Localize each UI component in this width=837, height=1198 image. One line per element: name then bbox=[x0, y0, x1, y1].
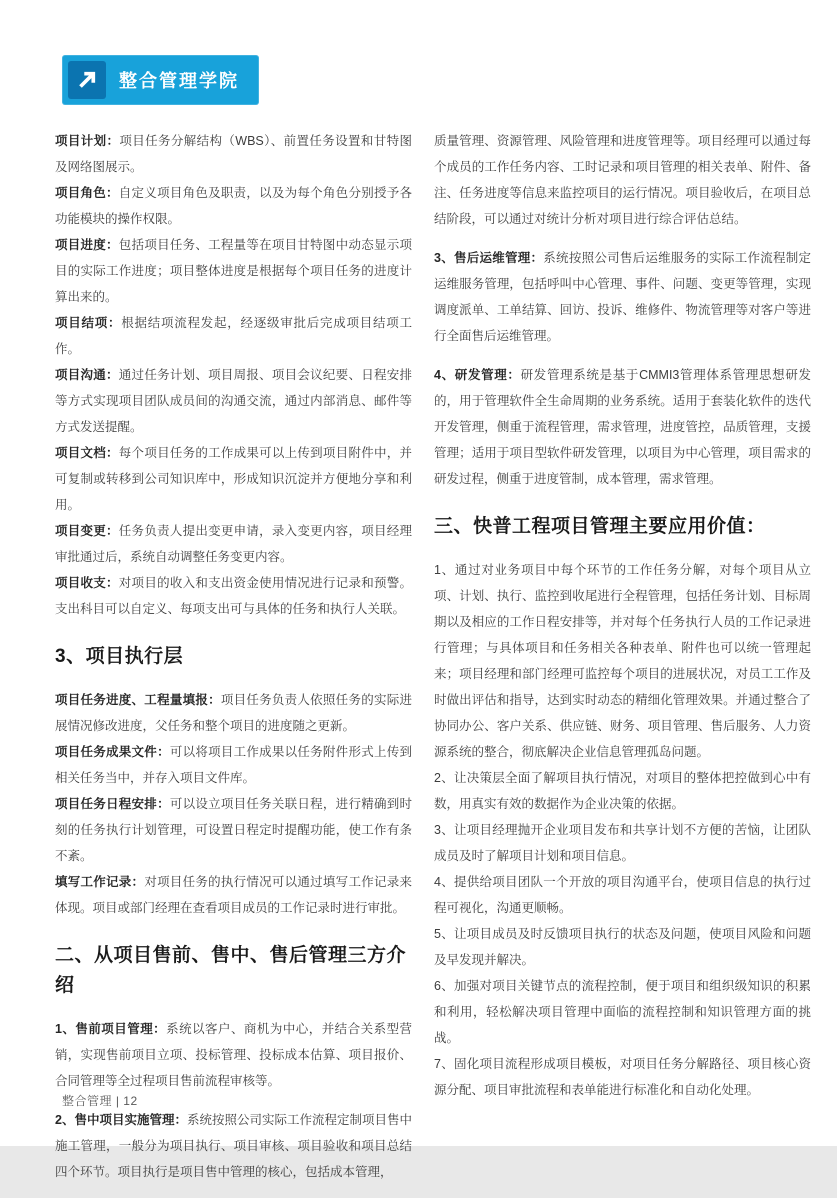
execution-item bbox=[55, 687, 412, 739]
execution-label: 项目任务日程安排： bbox=[55, 797, 170, 811]
value-item: 4、提供给项目团队一个开放的项目沟通平台，使项目信息的执行过程可视化，沟通更顺畅。 bbox=[434, 875, 811, 915]
definition-label: 项目文档： bbox=[55, 446, 119, 460]
definition-text: 通过任务计划、项目周报、项目会议纪要、日程安排等方式实现项目团队成员间的沟通交流，通过内部消息、邮件等方式发送提醒。 bbox=[55, 368, 412, 434]
section-heading-sales: 二、从项目售前、售中、售后管理三方介绍 bbox=[55, 945, 407, 996]
sales-label: 1、售前项目管理： bbox=[55, 1022, 167, 1036]
definition-item bbox=[55, 128, 412, 180]
brand-title: 整合管理学院 bbox=[119, 71, 239, 91]
footer-page-label: 整合管理 | 12 bbox=[62, 1094, 138, 1108]
value-item: 6、加强对项目关键节点的流程控制，便于项目和组织级知识的积累和利用，轻松解决项目管理中面临的流程控制和知识管理方面的挑战。 bbox=[434, 979, 811, 1045]
definition-item bbox=[55, 232, 412, 310]
definition-item bbox=[55, 570, 412, 622]
definition-label: 项目计划： bbox=[55, 134, 120, 148]
definition-text: 对项目的收入和支出资金使用情况进行记录和预警。支出科目可以自定义、每项支出可与具体的任务和执行人关联。 bbox=[55, 576, 412, 616]
definition-text: 项目任务分解结构（WBS）、前置任务设置和甘特图及网络图展示。 bbox=[55, 134, 412, 174]
execution-item bbox=[55, 739, 412, 791]
right-column bbox=[434, 128, 811, 1103]
sales-label: 2、售中项目实施管理： bbox=[55, 1113, 187, 1127]
sales-item bbox=[434, 245, 811, 349]
brand-banner bbox=[62, 55, 259, 105]
definition-item bbox=[55, 518, 412, 570]
section-heading-value: 三、快普工程项目管理主要应用价值： bbox=[434, 516, 766, 537]
continuation-paragraph: 质量管理、资源管理、风险管理和进度管理等。项目经理可以通过每个成员的工作任务内容、工时记录和项目管理的相关表单、附件、备注、任务进度等信息来监控项目的运行情况。项目验收后，在项目总结阶段，可以通过对统计分析对项目进行综合评估总结。 bbox=[434, 134, 811, 226]
definition-label: 项目进度： bbox=[55, 238, 119, 252]
definition-text: 每个项目任务的工作成果可以上传到项目附件中，并可复制或转移到公司知识库中，形成知识沉淀并方便地分享和利用。 bbox=[55, 446, 412, 512]
definition-text: 自定义项目角色及职责，以及为每个角色分别授予各功能模块的操作权限。 bbox=[55, 186, 412, 226]
sales-item bbox=[434, 362, 811, 492]
definition-text: 任务负责人提出变更申请，录入变更内容，项目经理审批通过后，系统自动调整任务变更内容。 bbox=[55, 524, 412, 564]
sales-text: 系统按照公司实际工作流程定制项目售中施工管理，一般分为项目执行、项目审核、项目验收和项目总结四个环节。项目执行是项目售中管理的核心，包括成本管理， bbox=[55, 1113, 412, 1179]
definition-item bbox=[55, 440, 412, 518]
value-item: 1、通过对业务项目中每个环节的工作任务分解，对每个项目从立项、计划、执行、监控到收尾进行全程管理，包括任务计划、目标周期以及相应的工作日程安排等，并对每个任务执行人员的工作记录进行管理；与具体项目和任务相关各种表单、附件也可以统一管理起来；项目经理和部门经理可监控每个项目的进展状况，对员工工作及时做出评估和指导，达到实时动态的精细化管理效果。并通过整合了协同办公、客户关系、供应链、财务、项目管理、售后服务、人力资源系统的整合，彻底解决企业信息管理孤岛问题。 bbox=[434, 563, 811, 759]
execution-label: 项目任务进度、工程量填报： bbox=[55, 693, 221, 707]
definition-label: 项目变更： bbox=[55, 524, 119, 538]
execution-text: 可以将项目工作成果以任务附件形式上传到相关任务当中，并存入项目文件库。 bbox=[55, 745, 412, 785]
execution-text: 可以设立项目任务关联日程，进行精确到时刻的任务执行计划管理，可设置日程定时提醒功能，使工作有条不紊。 bbox=[55, 797, 412, 863]
sales-item bbox=[55, 1107, 412, 1185]
definition-label: 项目角色： bbox=[55, 186, 119, 200]
definition-item bbox=[55, 310, 412, 362]
execution-item bbox=[55, 869, 412, 921]
value-item: 3、让项目经理抛开企业项目发布和共享计划不方便的苦恼，让团队成员及时了解项目计划和项目信息。 bbox=[434, 823, 811, 863]
sales-label: 4、研发管理： bbox=[434, 368, 521, 382]
execution-label: 项目任务成果文件： bbox=[55, 745, 170, 759]
left-column bbox=[55, 128, 412, 1198]
definition-label: 项目结项： bbox=[55, 316, 122, 330]
execution-text: 对项目任务的执行情况可以通过填写工作记录来体现。项目或部门经理在查看项目成员的工作记录时进行审批。 bbox=[55, 875, 412, 915]
arrow-up-right-icon bbox=[68, 61, 106, 99]
definition-label: 项目沟通： bbox=[55, 368, 119, 382]
sales-text: 系统以客户、商机为中心，并结合关系型营销，实现售前项目立项、投标管理、投标成本估算、项目报价、合同管理等全过程项目售前流程审核等。 bbox=[55, 1022, 412, 1088]
sales-label: 3、售后运维管理： bbox=[434, 251, 544, 265]
sales-item bbox=[55, 1016, 412, 1094]
execution-item bbox=[55, 791, 412, 869]
definition-item bbox=[55, 362, 412, 440]
definition-text: 包括项目任务、工程量等在项目甘特图中动态显示项目的实际工作进度；项目整体进度是根据每个项目任务的进度计算出来的。 bbox=[55, 238, 412, 304]
section-heading-execution: 3、项目执行层 bbox=[55, 646, 184, 667]
value-item: 2、让决策层全面了解项目执行情况，对项目的整体把控做到心中有数，用真实有效的数据作为企业决策的依据。 bbox=[434, 771, 811, 811]
value-item: 5、让项目成员及时反馈项目执行的状态及问题，使项目风险和问题及早发现并解决。 bbox=[434, 927, 811, 967]
execution-text: 项目任务负责人依照任务的实际进展情况修改进度，父任务和整个项目的进度随之更新。 bbox=[55, 693, 412, 733]
execution-label: 填写工作记录： bbox=[55, 875, 145, 889]
definition-item bbox=[55, 180, 412, 232]
sales-text: 研发管理系统是基于CMMI3管理体系管理思想研发的，用于管理软件全生命周期的业务系统。适用于套装化软件的迭代开发管理，侧重于流程管理，需求管理，进度管控，品质管理，支援管理；适用于项目型软件研发管理，以项目为中心管理，项目需求的研发过程，侧重于进度管制，成本管理，需求管理。 bbox=[434, 368, 812, 486]
value-item: 7、固化项目流程形成项目模板，对项目任务分解路径、项目核心资源分配、项目审批流程和表单能进行标准化和自动化处理。 bbox=[434, 1057, 811, 1097]
definition-text: 根据结项流程发起，经逐级审批后完成项目结项工作。 bbox=[55, 316, 412, 356]
definition-label: 项目收支： bbox=[55, 576, 119, 590]
sales-text: 系统按照公司售后运维服务的实际工作流程制定运维服务管理，包括呼叫中心管理、事件、问题、变更等管理，实现调度派单、工单结算、回访、投诉、维修件、物流管理等对客户等进行全面售后运维管理。 bbox=[434, 251, 811, 343]
